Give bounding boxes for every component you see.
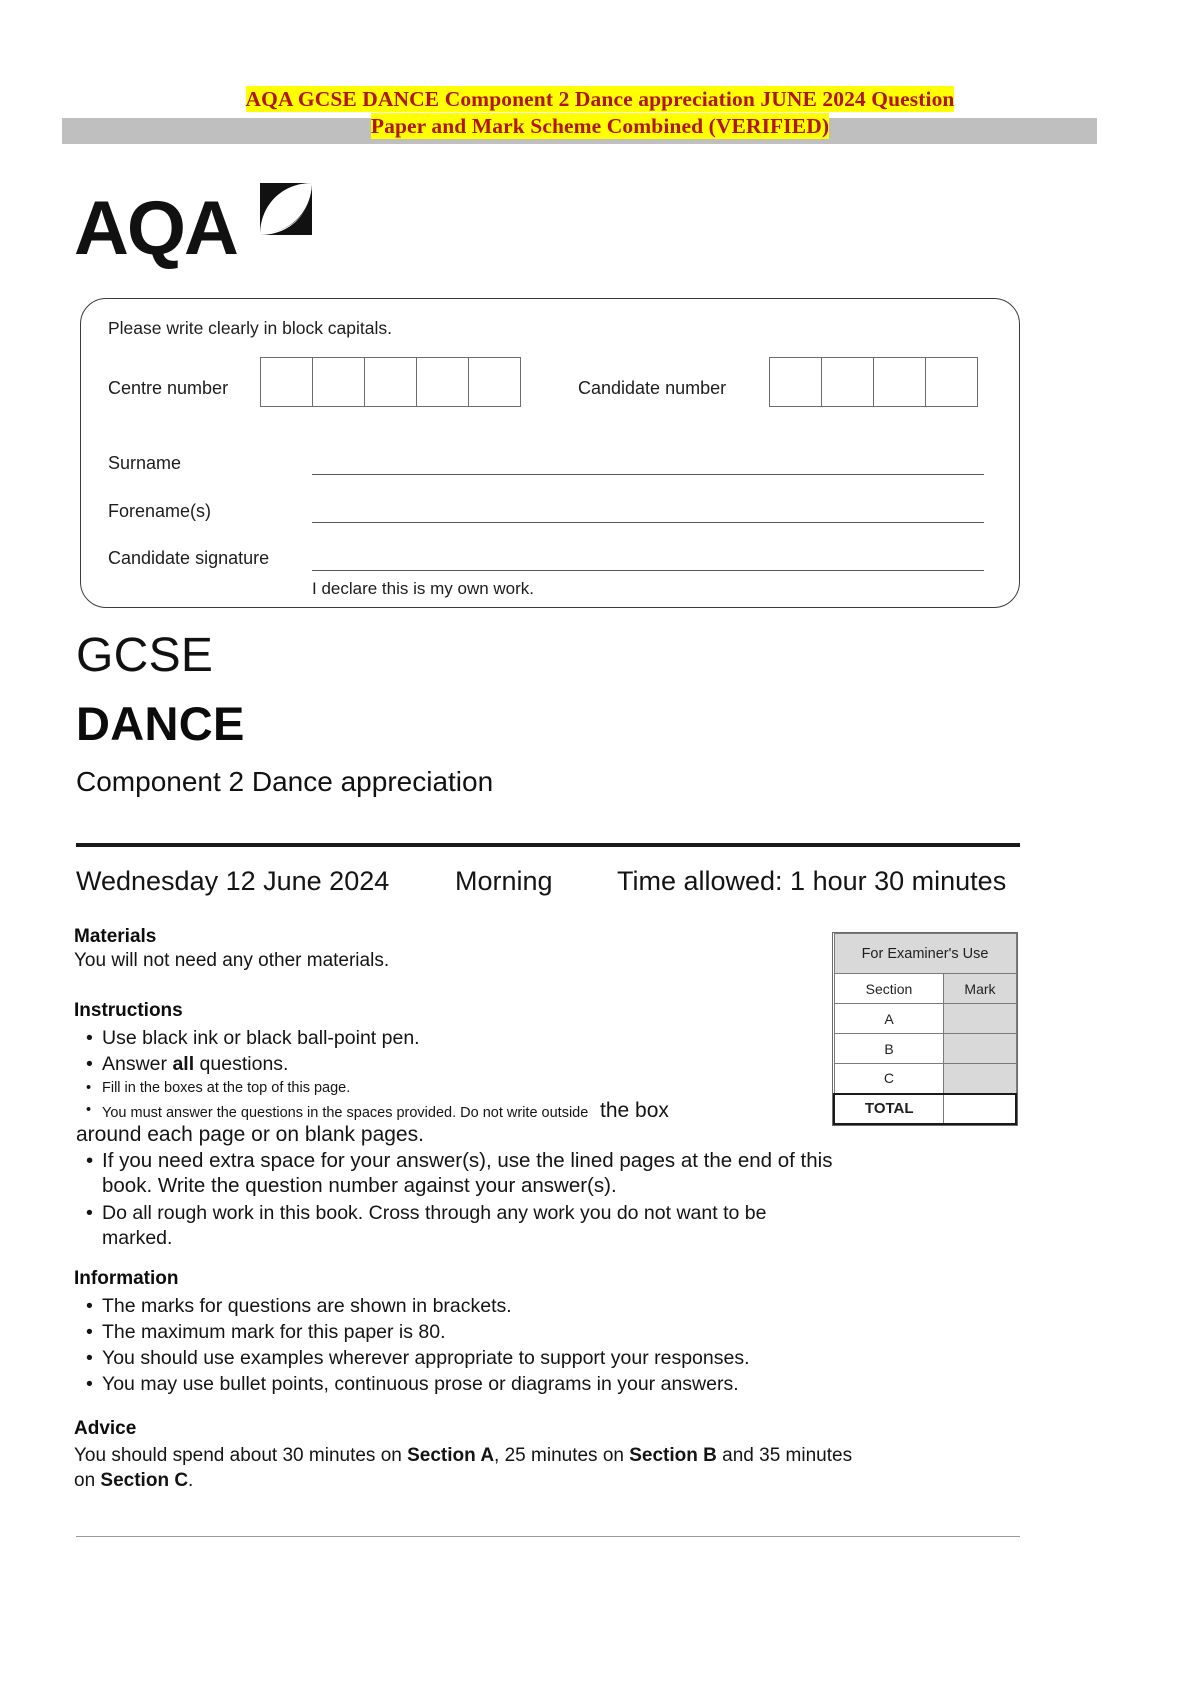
information-list	[80, 1294, 840, 1398]
advice-text	[74, 1443, 934, 1493]
examiner-table-title: For Examiner's Use	[834, 934, 1016, 974]
footer-divider	[76, 1536, 1020, 1537]
aqa-logo-text: AQA	[74, 186, 237, 271]
centre-number-label: Centre number	[108, 378, 229, 398]
surname-field[interactable]	[312, 474, 984, 475]
information-item: • The maximum mark for this paper is 80.	[80, 1320, 840, 1345]
table-row	[834, 1004, 1016, 1034]
examiner-col-section: Section	[834, 974, 944, 1004]
surname-label: Surname	[108, 453, 182, 473]
candidate-number-cell[interactable]	[874, 358, 926, 407]
exam-date: Wednesday 12 June 2024	[76, 866, 390, 896]
advice-section-b: Section B	[629, 1445, 717, 1466]
candidate-number-cell[interactable]	[770, 358, 822, 407]
centre-number-cell[interactable]	[417, 358, 469, 407]
materials-text: You will not need any other materials.	[74, 950, 390, 971]
table-row	[834, 1034, 1016, 1064]
instruction-item: • Use black ink or black ball-point pen.	[80, 1026, 840, 1051]
centre-number-cell[interactable]	[313, 358, 365, 407]
advice-run-5: .	[188, 1470, 194, 1491]
exam-time-allowed: Time allowed: 1 hour 30 minutes	[617, 866, 1007, 896]
examiner-section-label: B	[834, 1034, 944, 1064]
examiner-total-label: TOTAL	[834, 1094, 944, 1124]
candidate-signature-label: Candidate signature	[108, 548, 270, 568]
centre-number-input[interactable]	[260, 357, 521, 407]
instruction-item: • Fill in the boxes at the top of this page.	[80, 1078, 840, 1098]
information-item: • You should use examples wherever appropriate to support your responses.	[80, 1346, 840, 1371]
advice-run-3: and 35 minutes	[716, 1445, 853, 1466]
advice-run-1: You should spend about 30 minutes on	[74, 1445, 408, 1466]
examiner-mark-cell[interactable]	[944, 1004, 1016, 1034]
advice-run-4: on	[74, 1470, 101, 1491]
examiner-mark-cell[interactable]	[944, 1034, 1016, 1064]
information-heading: Information	[74, 1268, 179, 1289]
subject-title: DANCE	[76, 697, 245, 750]
advice-heading: Advice	[74, 1418, 137, 1439]
bold-all: all	[172, 1053, 195, 1075]
centre-number-cell[interactable]	[261, 358, 313, 407]
candidate-number-label: Candidate number	[578, 378, 727, 398]
information-item: • The marks for questions are shown in brackets.	[80, 1294, 840, 1319]
examiner-use-table	[832, 932, 1018, 1126]
information-item: • You may use bullet points, continuous prose or diagrams in your answers.	[80, 1372, 840, 1397]
aqa-logo	[74, 180, 324, 275]
centre-number-cell[interactable]	[469, 358, 521, 407]
candidate-number-cell[interactable]	[822, 358, 874, 407]
candidate-number-cell[interactable]	[926, 358, 978, 407]
banner-line-2: Paper and Mark Scheme Combined (VERIFIED)	[370, 114, 830, 138]
examiner-section-label: A	[834, 1004, 944, 1034]
examiner-col-mark: Mark	[944, 974, 1016, 1004]
banner-line-1: AQA GCSE DANCE Component 2 Dance appreciation JUNE 2024 Question	[245, 87, 955, 111]
instruction-overflow-line: around each page or on blank pages.	[76, 1123, 424, 1146]
forename-field[interactable]	[312, 522, 984, 523]
candidate-number-input[interactable]	[769, 357, 978, 407]
examiner-mark-cell[interactable]	[944, 1064, 1016, 1094]
table-row	[834, 1064, 1016, 1094]
advice-section-c: Section C	[100, 1470, 189, 1491]
instruction-item: • You must answer the questions in the spaces provided. Do not write outside the box	[80, 1100, 840, 1124]
materials-heading: Materials	[74, 926, 157, 947]
component-title: Component 2 Dance appreciation	[76, 766, 494, 797]
instruction-item: • Answer all questions.	[80, 1052, 840, 1077]
declaration-text: I declare this is my own work.	[312, 579, 535, 598]
advice-run-2: , 25 minutes on	[494, 1445, 630, 1466]
examiner-total-mark-cell[interactable]	[944, 1094, 1016, 1124]
instructions-list	[80, 1026, 840, 1124]
exam-session: Morning	[455, 866, 553, 896]
title-divider	[76, 843, 1020, 847]
table-row-total	[834, 1094, 1016, 1124]
instructions-list-continued	[80, 1148, 840, 1252]
advice-section-a: Section A	[407, 1445, 495, 1466]
document-banner-title	[130, 86, 1070, 140]
instruction-item: • Do all rough work in this book. Cross through any work you do not want to be marked.	[80, 1201, 840, 1251]
centre-number-cell[interactable]	[365, 358, 417, 407]
aqa-leaf-icon	[260, 183, 312, 235]
block-capitals-instruction: Please write clearly in block capitals.	[108, 318, 393, 338]
instruction-item: • If you need extra space for your answer(s), use the lined pages at the end of this book. Write the question number against your answer(s).	[80, 1148, 840, 1198]
candidate-signature-field[interactable]	[312, 570, 984, 571]
examiner-section-label: C	[834, 1064, 944, 1094]
instructions-heading: Instructions	[74, 1000, 183, 1021]
instruction-small-run: You must answer the questions in the spaces provided. Do not write outside	[102, 1105, 589, 1121]
qualification-title: GCSE	[76, 629, 214, 682]
forename-label: Forename(s)	[108, 501, 212, 521]
